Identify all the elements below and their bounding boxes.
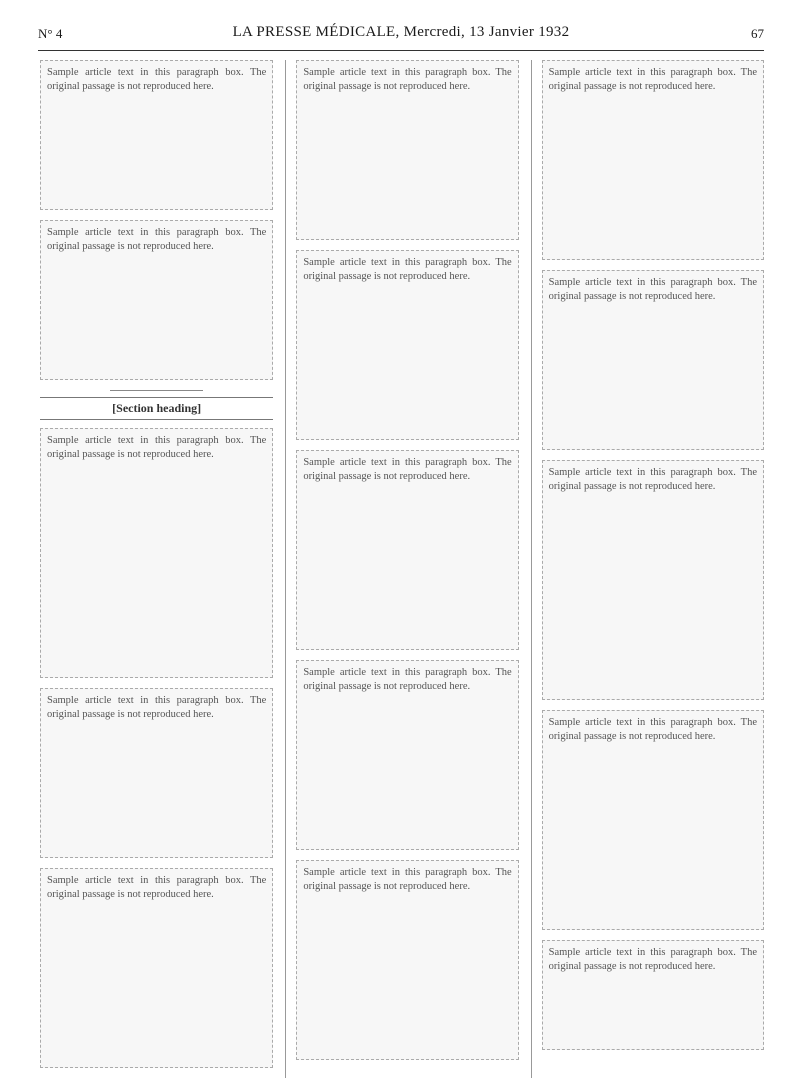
paragraph-block: Sample article text in this paragraph box. The original passage is not reproduced here. [296,660,518,850]
paragraph-block: Sample article text in this paragraph box. The original passage is not reproduced here. [296,860,518,1060]
paragraph-block: Sample article text in this paragraph box. The original passage is not reproduced here. [542,270,764,450]
paragraph-block: Sample article text in this paragraph box. The original passage is not reproduced here. [40,868,273,1068]
paragraph-block: Sample article text in this paragraph box. The original passage is not reproduced here. [296,250,518,440]
paragraph-block: Sample article text in this paragraph box. The original passage is not reproduced here. [40,428,273,678]
paragraph-block: Sample article text in this paragraph box. The original passage is not reproduced here. [40,688,273,858]
section-heading: [Section heading] [40,397,273,420]
paragraph-block: Sample article text in this paragraph box. The original passage is not reproduced here. [296,60,518,240]
paragraph-block: Sample article text in this paragraph box. The original passage is not reproduced here. [542,60,764,260]
page-number: 67 [751,26,764,41]
paragraph-block: Sample article text in this paragraph box. The original passage is not reproduced here. [542,710,764,930]
paragraph-block: Sample article text in this paragraph box. The original passage is not reproduced here. [40,220,273,380]
issue-number: N° 4 [38,26,63,41]
article-columns [40,60,764,1058]
separator-rule [110,390,203,391]
paragraph-block: Sample article text in this paragraph box. The original passage is not reproduced here. [296,450,518,650]
running-title: LA PRESSE MÉDICALE, Mercredi, 13 Janvier 1932 [232,24,570,40]
column-middle [285,60,518,1078]
paragraph-block: Sample article text in this paragraph box. The original passage is not reproduced here. [542,460,764,700]
running-header [38,12,764,51]
column-left [40,60,273,1078]
paragraph-block: Sample article text in this paragraph box. The original passage is not reproduced here. [542,940,764,1050]
paragraph-block: Sample article text in this paragraph box. The original passage is not reproduced here. [40,60,273,210]
column-right [531,60,764,1078]
